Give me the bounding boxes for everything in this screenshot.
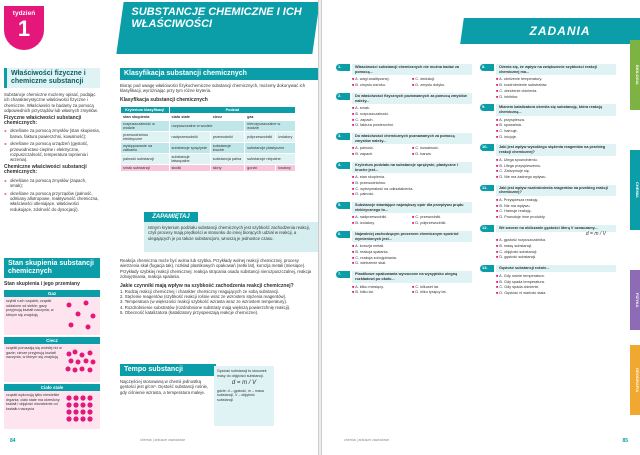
task-question bbox=[480, 104, 616, 115]
task-item bbox=[480, 265, 616, 296]
task-question bbox=[336, 133, 472, 144]
task-option[interactable]: ■ A. wagi analitycznej. bbox=[352, 77, 412, 82]
task-option[interactable]: ■ B. izolatory. bbox=[352, 221, 412, 226]
page-number: 84 bbox=[10, 438, 16, 444]
task-number: 8. bbox=[480, 64, 494, 71]
task-item bbox=[480, 225, 616, 260]
task-option[interactable]: ■ B. rozdrobnienie substratów. bbox=[496, 83, 616, 88]
table-cell: występowanie na zatkaniu bbox=[121, 142, 170, 153]
task-item bbox=[336, 93, 472, 128]
page-title: SUBSTANCJE CHEMICZNE I ICH WŁAŚCIWOŚCI bbox=[131, 6, 302, 30]
panel-head: Ciecz bbox=[4, 337, 100, 344]
task-question bbox=[336, 162, 472, 173]
side-tab-physics[interactable]: FIZYKA bbox=[630, 270, 640, 330]
task-option[interactable]: ■ B. kilku lat. bbox=[352, 290, 412, 295]
task-option[interactable]: ■ D. inhibitor. bbox=[496, 95, 616, 100]
task-options bbox=[480, 238, 616, 260]
table-cell: przewodnictwo elektryczne bbox=[121, 131, 170, 142]
task-options bbox=[480, 158, 616, 180]
chem-title: Chemiczne właściwości substancji chemicznych: bbox=[4, 163, 87, 176]
task-option[interactable]: ■ B. przewodnictwo. bbox=[352, 181, 472, 186]
gas-panel bbox=[4, 297, 100, 335]
task-option[interactable]: ■ D. faktura powierzchni. bbox=[352, 123, 472, 128]
task-option[interactable]: ■ D. Gęstość ni wartość stała. bbox=[496, 291, 616, 296]
task-option[interactable]: ■ B. Ulega przyspieszeniu. bbox=[496, 164, 616, 169]
task-question bbox=[336, 93, 472, 104]
task-question-text: Substancje stawiające największy opór dla przepływu prądu elektrycznego to... bbox=[352, 202, 472, 213]
tasks-column-right bbox=[480, 64, 616, 296]
table-cell: rozpuszczalność w wodzie bbox=[121, 120, 170, 131]
table-cell: nadprzewodniki bbox=[169, 131, 210, 142]
page-number: 85 bbox=[622, 438, 628, 444]
formula: d = m / V bbox=[231, 380, 257, 386]
task-item bbox=[480, 104, 616, 139]
phys-title: Fizyczne właściwości substancji chemicznych: bbox=[4, 114, 82, 127]
task-number: 7. bbox=[336, 271, 350, 278]
table-title: Klasyfikacja substancji chemicznych bbox=[120, 96, 208, 103]
table-cell: kwaśny bbox=[276, 164, 296, 171]
table-cell: substancje sprężyste bbox=[169, 142, 210, 153]
week-tab bbox=[4, 6, 44, 50]
task-number: 9. bbox=[480, 104, 494, 111]
tasks-banner bbox=[460, 18, 640, 44]
classification-table bbox=[120, 106, 296, 172]
task-option[interactable]: ■ D. barwa. bbox=[412, 152, 472, 157]
chem-item: ► określane za pomocą zmysłów (zapach, smak); bbox=[4, 178, 100, 189]
task-option[interactable]: ■ D. półprzewodniki. bbox=[412, 221, 472, 226]
footer-text: chemia | arkusze zawodowe bbox=[344, 438, 390, 442]
task-number: 4. bbox=[336, 162, 350, 169]
task-number: 6. bbox=[336, 231, 350, 238]
task-option[interactable]: ■ C. obniżenie ciśnienia. bbox=[496, 89, 616, 94]
task-question bbox=[480, 64, 616, 75]
task-option[interactable]: ■ C. Gdy spada ciśnienie. bbox=[496, 285, 616, 290]
task-option[interactable]: ■ C. kowalność. bbox=[412, 146, 472, 151]
task-option[interactable]: ■ A. Ulega spowolnieniu. bbox=[496, 158, 616, 163]
table-cell: ciało stałe bbox=[169, 113, 210, 120]
gas-particles-illustration bbox=[64, 299, 98, 331]
task-option[interactable]: ■ D. Powoduje inne produkty. bbox=[496, 215, 616, 220]
task-option[interactable]: ■ B. spowalnia. bbox=[496, 123, 616, 128]
side-tab-geography[interactable]: GEOGRAFIA bbox=[630, 345, 640, 415]
solid-particles-illustration bbox=[64, 393, 98, 425]
task-formula: d = m / V bbox=[585, 230, 606, 237]
factor-item: 4. Rozdrobnienie substratów (rozdrobnione substraty mają większą powierzchnię reakcji). bbox=[120, 304, 291, 310]
task-option[interactable]: ■ D. kilku tysięcy lat. bbox=[412, 290, 472, 295]
remember-text: Istnym kryterium podziału substancji chemicznych jest szybkość zachodzenia reakcji, czyli procesy mają prędkości w stosunku do innej biorących udział w reakcji, a ulegających je po takcie substancjom, wnoszą je jednostce czasu. bbox=[148, 225, 310, 241]
task-option[interactable]: ■ A. gęstość rozpuszczalnika. bbox=[496, 238, 616, 243]
density-text: Najczęściej stosowaną w chemii jednostką gęstości jest g/cm³. Gęstość substancji rośnie, gdy ciśnienie wzrasta, a temperatura maleje. bbox=[120, 379, 209, 395]
task-option[interactable]: ■ A. Gdy rośnie temperatura. bbox=[496, 274, 616, 279]
phys-item: ► określane za pomocą zmysłów (stan skupienia, barwa, faktura powierzchni, kowalność); bbox=[4, 128, 100, 139]
table-cell: substancje łatwopalne bbox=[169, 153, 210, 164]
task-option[interactable]: ■ B. zmysłu wzroku. bbox=[352, 83, 412, 88]
task-question-text: Gęstość substancji rośnie... bbox=[496, 265, 616, 272]
states-title: Stan skupienia substancji chemicznych bbox=[4, 258, 100, 278]
table-cell: ciecz bbox=[210, 113, 244, 120]
task-options bbox=[336, 175, 472, 197]
task-question bbox=[336, 202, 472, 213]
factor-item: 1. Rodzaj reakcji chemicznej i charakter chemiczny reagujących ze sobą substancji. bbox=[120, 288, 280, 294]
liquid-panel bbox=[4, 344, 100, 382]
table-cell: stan skupienia bbox=[121, 113, 170, 120]
task-options bbox=[336, 146, 472, 156]
task-question-text: Do właściwości fizycznych poznawanych za pomocą zmysłów należy... bbox=[352, 93, 472, 104]
chem-item: ► określane za pomocą przyrządów (palność, odmiany allotropowe, reaktywność chemiczna, właściwości utleniające, właściwości redukujące, zdolność do dysocjacji). bbox=[4, 191, 100, 213]
side-tab-biology[interactable]: BIOLOGIA bbox=[630, 40, 640, 110]
table-cell: gaz bbox=[245, 113, 296, 120]
table-cell: słodki bbox=[169, 164, 210, 171]
task-number: 13. bbox=[480, 265, 494, 272]
task-number: 3. bbox=[336, 133, 350, 140]
task-options bbox=[336, 215, 472, 225]
task-option[interactable]: ■ B. Gdy spada temperatura. bbox=[496, 280, 616, 285]
task-question-text: Plastikowe opakowania wyrzucone na wysypisko ulegną rozkładowi po około... bbox=[352, 271, 472, 282]
task-number: 1. bbox=[336, 64, 350, 71]
table-cell: substancje kruche bbox=[210, 142, 244, 153]
task-option[interactable]: ■ C. Zatrzymuje się. bbox=[496, 169, 616, 174]
task-number: 10. bbox=[480, 144, 494, 151]
task-option[interactable]: ■ A. smak. bbox=[352, 106, 472, 111]
task-option[interactable]: ■ B. reakcja spalania. bbox=[352, 250, 472, 255]
task-options bbox=[480, 77, 616, 99]
table-head-division: Podział bbox=[169, 106, 296, 113]
phys-item: ► określane za pomocą urządzeń (gęstość, przewodnictwo cieplne i elektryczne, rozpuszczalność, temperatura topnienia i wrzenia). bbox=[4, 141, 100, 163]
panel-text: cząstki poruszają się wolniej niż w gazie; ciecze przyjmują kształt naczynia, w którym się znajdują bbox=[6, 346, 62, 360]
side-tab-chemistry[interactable]: CHEMIA bbox=[630, 150, 640, 230]
task-question bbox=[336, 64, 472, 75]
remember-label: ZAPAMIĘTAJ bbox=[144, 212, 198, 222]
task-question-text: Do właściwości chemicznych poznawanych za pomocą zmysłów należy... bbox=[352, 133, 472, 144]
states-subtitle: Stan skupienia i jego przemiany bbox=[4, 281, 80, 287]
tasks-column-left bbox=[336, 64, 472, 296]
task-item bbox=[480, 185, 616, 220]
task-question-text: Ożenia się, że wpływ na zwiększenie szybkości reakcji chemicznej ma... bbox=[496, 64, 616, 75]
task-option[interactable]: ■ B. Nie ma wpływu. bbox=[496, 204, 616, 209]
task-option[interactable]: ■ D. palność. bbox=[352, 192, 472, 197]
task-question-text: Jaki jest wpływ rozdrobnienia reagentów na przebieg reakcji chemicznej? bbox=[496, 185, 616, 196]
task-option[interactable]: ■ C. reakcja zobojętniania. bbox=[352, 256, 472, 261]
panel-text: cząstki wykonują tylko niewielkie drgania; ciało stałe ma określony kształt i objętość niezależnie od kształtu naczynia bbox=[6, 393, 60, 411]
density-title: Tempo substancji bbox=[120, 364, 216, 376]
task-option[interactable]: ■ C. przewodniki. bbox=[412, 215, 472, 220]
task-option[interactable]: ■ B. masę substancji. bbox=[496, 244, 616, 249]
task-option[interactable]: ■ B. zapach. bbox=[352, 152, 412, 157]
task-option[interactable]: ■ A. obniżenie temperatury. bbox=[496, 77, 616, 82]
task-option[interactable]: ■ D. wietrzenie skał. bbox=[352, 261, 472, 266]
table-cell: przewodniki bbox=[210, 131, 244, 142]
task-question-text: Jaki jest wpływ wysokiego stężenia reagentów na przebieg reakcji chemicznej? bbox=[496, 144, 616, 155]
task-item bbox=[480, 144, 616, 179]
task-number: 12. bbox=[480, 225, 494, 232]
table-cell: substancje plastyczne bbox=[245, 142, 296, 153]
classification-text: Biorąc pod uwagę właściwości fizykochemiczne substancji chemicznych, możemy dokonywać ich klasyfikacji, wyróżniając przy tym różne kryteria. bbox=[120, 83, 306, 94]
solid-panel bbox=[4, 391, 100, 429]
task-item bbox=[480, 64, 616, 99]
page-title-banner bbox=[116, 2, 319, 54]
formula-title: Gęstość substancji to stosunek masy do objętości substancji. bbox=[217, 369, 267, 378]
task-option[interactable]: ■ C. kilkuset lat. bbox=[412, 285, 472, 290]
reaction-section bbox=[120, 258, 318, 316]
sidebar-title: Właściwości fizyczne i chemiczne substancji bbox=[4, 68, 100, 88]
task-option[interactable]: ■ D. inicjuje. bbox=[496, 135, 616, 140]
table-cell: nierozpuszczalne w wodzie bbox=[245, 120, 296, 131]
table-head-criterion: Kryterium klasyfikacji bbox=[121, 106, 170, 113]
task-option[interactable]: ■ A. palność. bbox=[352, 146, 412, 151]
table-cell: palność substancji bbox=[121, 153, 170, 164]
task-option[interactable]: ■ A. stan skupienia. bbox=[352, 175, 472, 180]
table-cell: rozpuszczalne w wodzie bbox=[169, 120, 245, 131]
classification-title: Klasyfikacja substancji chemicznych bbox=[120, 68, 318, 80]
table-cell: substancje niepalne bbox=[245, 153, 296, 164]
factor-item: 2. Stężenie reagentów (szybkość reakcji rośnie wraz ze wzrostem stężenia reagentów). bbox=[120, 294, 287, 300]
task-question bbox=[480, 144, 616, 155]
table-cell: substancja palna bbox=[210, 153, 244, 164]
week-label: tydzień bbox=[12, 10, 36, 17]
task-question-text: Właściwości substancji chemicznych nie można badać za pomocą... bbox=[352, 64, 472, 75]
task-option[interactable]: ■ C. dedukcji. bbox=[412, 77, 472, 82]
task-number: 5. bbox=[336, 202, 350, 209]
task-option[interactable]: ■ D. zmysłu dotyku. bbox=[412, 83, 472, 88]
task-item bbox=[336, 202, 472, 226]
task-option[interactable]: ■ C. hamuje. bbox=[496, 129, 616, 134]
task-options bbox=[336, 77, 472, 87]
task-option[interactable]: ■ A. korozja metali. bbox=[352, 244, 472, 249]
factors-title: Jakie czynniki mają wpływ na szybkość zachodzenia reakcji chemicznej? bbox=[120, 282, 294, 289]
panel-head: Gaz bbox=[4, 290, 100, 297]
classification-section bbox=[120, 68, 318, 172]
task-options bbox=[480, 274, 616, 296]
task-options bbox=[336, 285, 472, 295]
task-question bbox=[336, 231, 472, 242]
task-item bbox=[336, 162, 472, 197]
task-number: 11. bbox=[480, 185, 494, 192]
task-option[interactable]: ■ C. objętość substancji. bbox=[496, 250, 616, 255]
task-question bbox=[480, 265, 616, 272]
panel-text: szybki ruch cząstek; cząstki oddalone od siebie; gazy przyjmują kształt naczynia, w którym się znajdują bbox=[6, 299, 54, 317]
task-number: 2. bbox=[336, 93, 350, 100]
table-cell: izolatory bbox=[276, 131, 296, 142]
states-section bbox=[4, 258, 100, 431]
task-option[interactable]: ■ C. Hamuje reakcję. bbox=[496, 209, 616, 214]
task-item bbox=[336, 133, 472, 157]
task-option[interactable]: ■ A. przyspiesza. bbox=[496, 118, 616, 123]
task-option[interactable]: ■ C. wytrzymałość na odkształcenia. bbox=[352, 187, 472, 192]
remember-box bbox=[144, 222, 320, 252]
task-option[interactable]: ■ C. zapach. bbox=[352, 118, 472, 123]
task-option[interactable]: ■ A. kilku miesięcy. bbox=[352, 285, 412, 290]
task-question-text: Kryterium podziału na substancje sprężyste, plastyczne i kruche jest... bbox=[352, 162, 472, 173]
task-option[interactable]: ■ B. rozpuszczalność. bbox=[352, 112, 472, 117]
factor-item: 3. Temperatura (w większości reakcji szybkość wzrasta wraz ze wzrostem temperatury). bbox=[120, 299, 288, 305]
tasks-title: ZADANIA bbox=[529, 24, 591, 38]
formula-box bbox=[214, 366, 274, 426]
footer-text: chemia | arkusze zawodowe bbox=[140, 438, 186, 442]
task-option[interactable]: ■ D. Nie ma żadnego wpływu. bbox=[496, 175, 616, 180]
task-question bbox=[336, 271, 472, 282]
task-item bbox=[336, 271, 472, 295]
table-cell: słony bbox=[210, 164, 244, 171]
task-question-text: We wzorze na obliczanie gęstości literą V oznaczamy... bbox=[496, 225, 616, 232]
task-options bbox=[480, 118, 616, 140]
table-cell: półprzewodniki bbox=[245, 131, 276, 142]
density-section bbox=[120, 364, 216, 395]
reaction-text: Reakcja chemiczna może być wolna lub szybka. Przykłady wolnej reakcji chemicznej: procesy wietrzenia skał (fugacja tak), rozkład plastikowych opakowań (setki lat), korozja metali (miesiące). Przykłady szybkiej reakcji chemicznej: reakcja strącania osadu substancji nierozpuszczalnej, reakcja zobojętniania, reakcja spalania. bbox=[120, 258, 312, 280]
table-cell: gorzki bbox=[245, 164, 276, 171]
sidebar-intro: Substancje chemiczne możemy opisać, podając ich charakterystyczne właściwości fizyczne i chemiczne. Właściwości te badamy za pomocą odpowiednich przyrządów lub własnych zmysłów. bbox=[4, 92, 98, 114]
sidebar-properties bbox=[4, 68, 100, 214]
task-options bbox=[336, 106, 472, 128]
tasks-grid bbox=[336, 64, 616, 296]
task-question bbox=[480, 185, 616, 196]
table-cell: smak substancji bbox=[121, 164, 170, 171]
task-option[interactable]: ■ D. gęstość substancji. bbox=[496, 255, 616, 260]
task-item bbox=[336, 64, 472, 88]
liquid-particles-illustration bbox=[64, 346, 98, 378]
task-options bbox=[336, 244, 472, 266]
task-option[interactable]: ■ A. nadprzewodniki. bbox=[352, 215, 412, 220]
formula-legend: gdzie: d – gęstość, m – masa substancji, V – objętość substancji bbox=[217, 388, 264, 402]
factor-item: 5. Obecność katalizatora (katalizatory przyspieszają reakcje chemiczne). bbox=[120, 310, 259, 316]
book-spine bbox=[318, 0, 322, 455]
panel-head: Ciało stałe bbox=[4, 384, 100, 391]
task-options bbox=[480, 198, 616, 220]
right-page bbox=[320, 0, 640, 455]
task-question-text: Mianem katalizatora określa się substancję, która reakcję chemiczną... bbox=[496, 104, 616, 115]
task-item bbox=[336, 231, 472, 266]
task-question-text: Najwolniej zachodzącym procesem chemicznym spośród wymienionych jest... bbox=[352, 231, 472, 242]
week-number: 1 bbox=[17, 16, 31, 41]
task-option[interactable]: ■ A. Przyspiesza reakcję. bbox=[496, 198, 616, 203]
